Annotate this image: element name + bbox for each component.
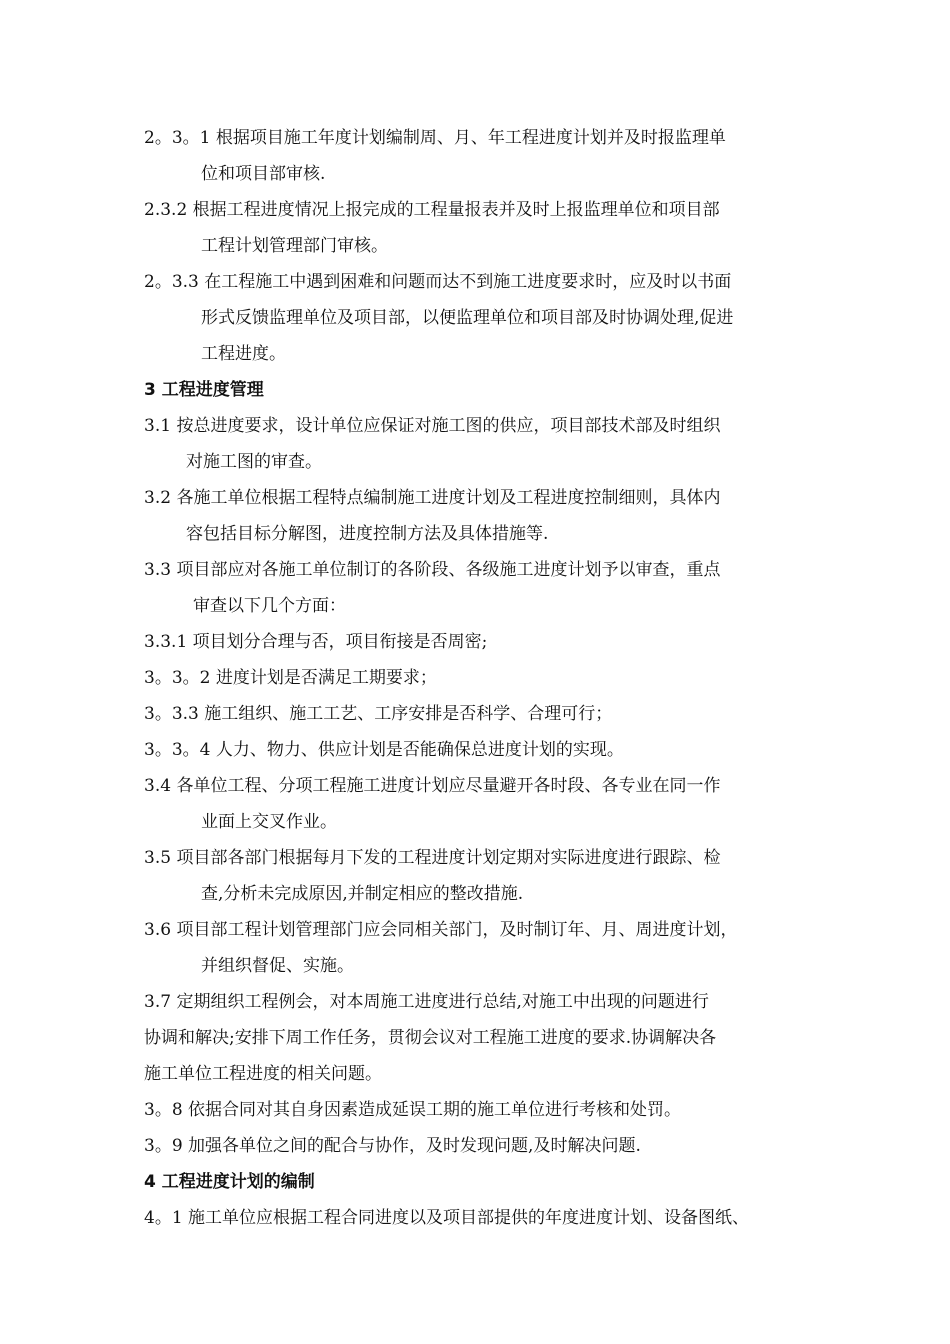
clause-3-1-line-1: 3.1 按总进度要求，设计单位应保证对施工图的供应，项目部技术部及时组织 xyxy=(144,416,721,436)
clause-3-4-line-1: 3.4 各单位工程、分项工程施工进度计划应尽量避开各时段、各专业在同一作 xyxy=(144,776,721,796)
clause-3-8: 3。8 依据合同对其自身因素造成延误工期的施工单位进行考核和处罚。 xyxy=(144,1100,682,1120)
clause-3-3-4: 3。3。4 人力、物力、供应计划是否能确保总进度计划的实现。 xyxy=(144,740,624,760)
clause-3-6-line-1: 3.6 项目部工程计划管理部门应会同相关部门，及时制订年、月、周进度计划， xyxy=(144,920,738,940)
clause-3-2-line-1: 3.2 各施工单位根据工程特点编制施工进度计划及工程进度控制细则，具体内 xyxy=(144,488,721,508)
clause-3-5-line-2: 查,分析未完成原因,并制定相应的整改措施. xyxy=(201,884,524,904)
clause-3-3-3: 3。3.3 施工组织、施工工艺、工序安排是否科学、合理可行； xyxy=(144,704,613,724)
clause-3-7-line-3: 施工单位工程进度的相关问题。 xyxy=(144,1064,382,1084)
clause-2-3-1-line-2: 位和项目部审核. xyxy=(201,164,326,184)
clause-3-9: 3。9 加强各单位之间的配合与协作，及时发现问题,及时解决问题. xyxy=(144,1136,641,1156)
clause-3-4-line-2: 业面上交叉作业。 xyxy=(201,812,337,832)
clause-4-1-line-1: 4。1 施工单位应根据工程合同进度以及项目部提供的年度进度计划、设备图纸、 xyxy=(144,1208,750,1228)
clause-2-3-3-line-3: 工程进度。 xyxy=(201,344,286,364)
clause-3-3-1: 3.3.1 项目划分合理与否，项目衔接是否周密; xyxy=(144,632,488,652)
clause-2-3-2-line-2: 工程计划管理部门审核。 xyxy=(201,236,388,256)
clause-2-3-1-line-1: 2。3。1 根据项目施工年度计划编制周、月、年工程进度计划并及时报监理单 xyxy=(144,128,726,148)
clause-2-3-3-line-1: 2。3.3 在工程施工中遇到困难和问题而达不到施工进度要求时，应及时以书面 xyxy=(144,272,732,292)
clause-3-3-line-1: 3.3 项目部应对各施工单位制订的各阶段、各级施工进度计划予以审查，重点 xyxy=(144,560,721,580)
section-heading-3: 3 工程进度管理 xyxy=(144,380,264,400)
clause-2-3-2-line-1: 2.3.2 根据工程进度情况上报完成的工程量报表并及时上报监理单位和项目部 xyxy=(144,200,720,220)
clause-3-6-line-2: 并组织督促、实施。 xyxy=(201,956,354,976)
clause-3-7-line-1: 3.7 定期组织工程例会，对本周施工进度进行总结,对施工中出现的问题进行 xyxy=(144,992,709,1012)
clause-3-7-line-2: 协调和解决;安排下周工作任务，贯彻会议对工程施工进度的要求.协调解决各 xyxy=(144,1028,717,1048)
clause-3-3-2: 3。3。2 进度计划是否满足工期要求； xyxy=(144,668,437,688)
section-heading-4: 4 工程进度计划的编制 xyxy=(144,1172,315,1192)
clause-3-5-line-1: 3.5 项目部各部门根据每月下发的工程进度计划定期对实际进度进行跟踪、检 xyxy=(144,848,721,868)
clause-2-3-3-line-2: 形式反馈监理单位及项目部，以便监理单位和项目部及时协调处理,促进 xyxy=(201,308,734,328)
clause-3-2-line-2: 容包括目标分解图，进度控制方法及具体措施等. xyxy=(186,524,549,544)
clause-3-3-line-2: 审查以下几个方面： xyxy=(193,596,346,616)
clause-3-1-line-2: 对施工图的审查。 xyxy=(186,452,322,472)
